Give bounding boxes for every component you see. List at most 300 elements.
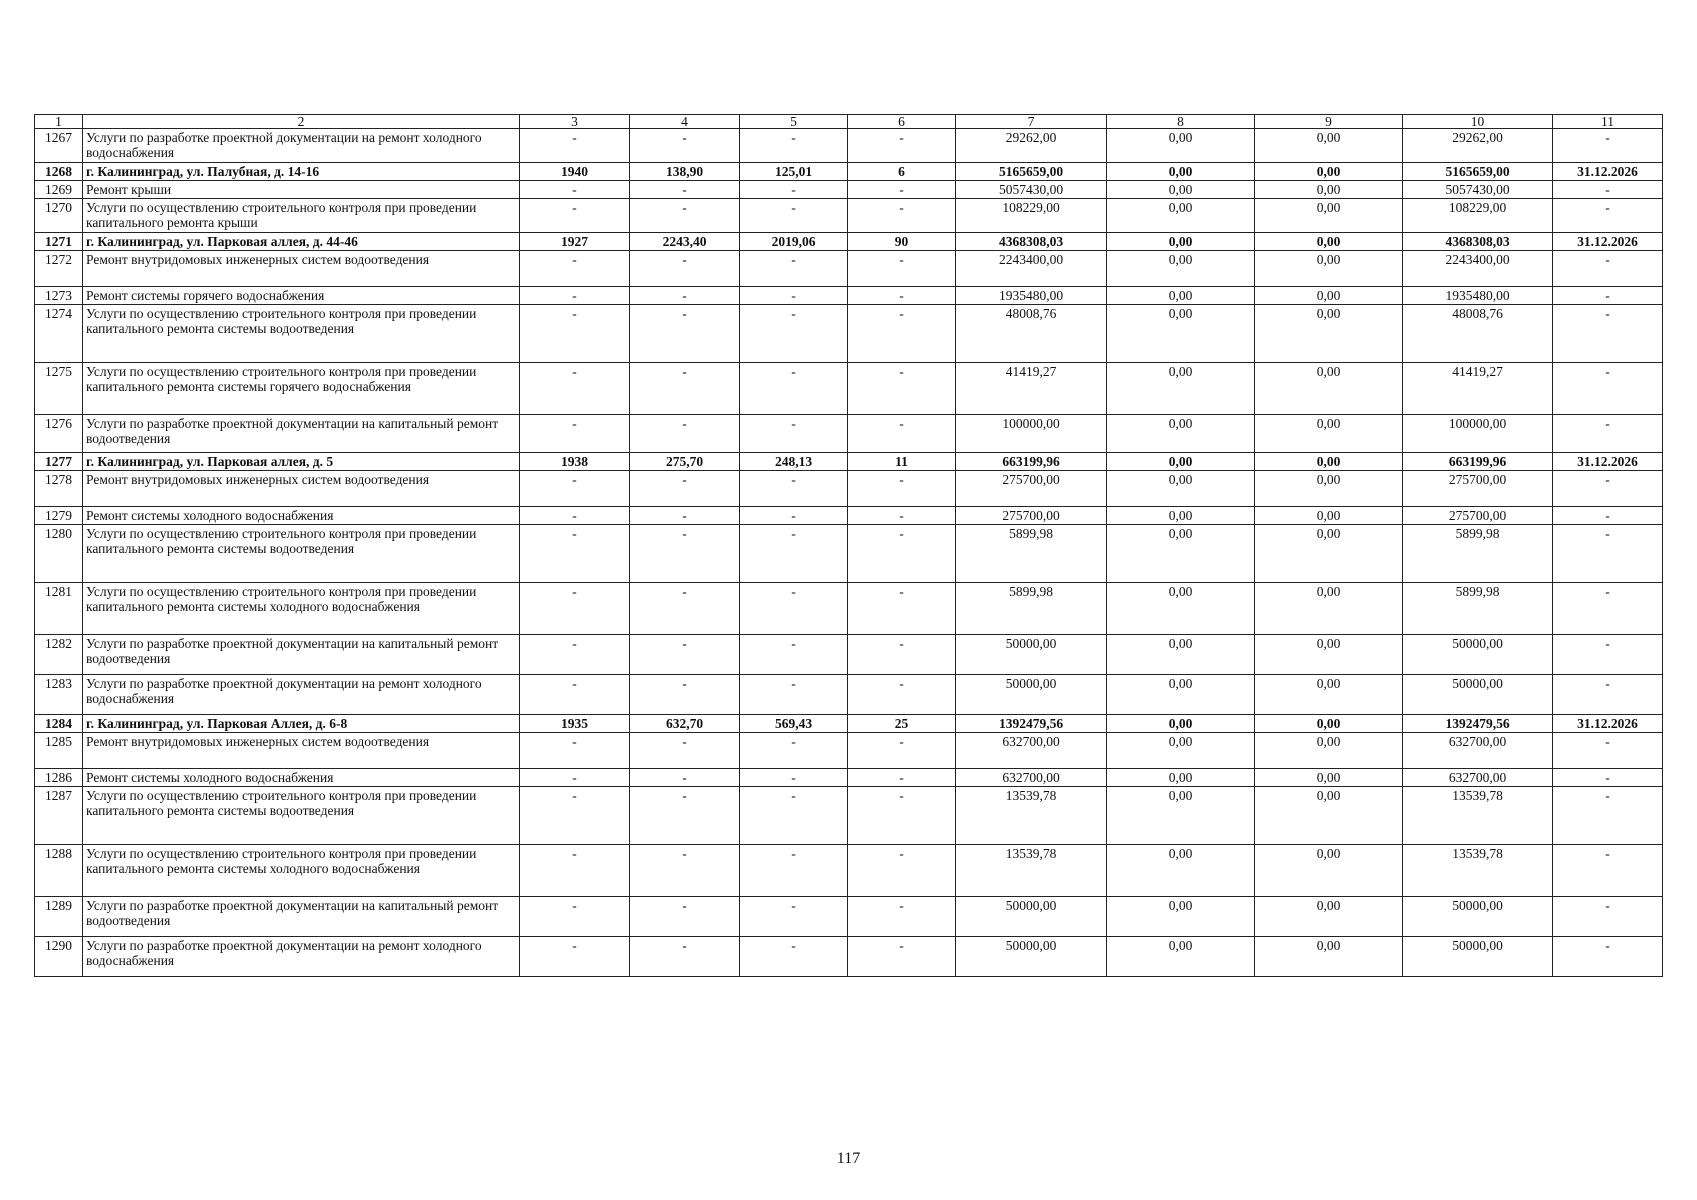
other-funds-cell: 0,00 xyxy=(1255,453,1403,471)
total-area-cell: - xyxy=(630,635,740,675)
total-cost-cell: 663199,96 xyxy=(956,453,1107,471)
register-table-container xyxy=(34,114,1662,977)
fund-resources-cell: 50000,00 xyxy=(1403,897,1553,937)
completion-date-cell: - xyxy=(1553,937,1663,977)
regional-funds-cell: 0,00 xyxy=(1107,897,1255,937)
regional-funds-cell: 0,00 xyxy=(1107,471,1255,507)
total-area-cell: - xyxy=(630,251,740,287)
total-cost-cell: 13539,78 xyxy=(956,787,1107,845)
living-area-cell: - xyxy=(740,305,848,363)
living-area-cell: - xyxy=(740,769,848,787)
completion-date-cell: - xyxy=(1553,199,1663,233)
living-area-cell: - xyxy=(740,471,848,507)
total-cost-cell: 5899,98 xyxy=(956,583,1107,635)
residents-count-cell: - xyxy=(848,897,956,937)
living-area-cell: - xyxy=(740,363,848,415)
column-number: 4 xyxy=(630,115,740,129)
total-area-cell: - xyxy=(630,769,740,787)
living-area-cell: 2019,06 xyxy=(740,233,848,251)
completion-date-cell: 31.12.2026 xyxy=(1553,453,1663,471)
row-number-cell: 1279 xyxy=(35,507,83,525)
address-row xyxy=(35,715,1663,733)
table-row xyxy=(35,507,1663,525)
work-description-cell: Услуги по осуществлению строительного контроля при проведении капитального ремонта крыши xyxy=(83,199,520,233)
regional-funds-cell: 0,00 xyxy=(1107,163,1255,181)
total-area-cell: - xyxy=(630,363,740,415)
total-cost-cell: 5165659,00 xyxy=(956,163,1107,181)
living-area-cell: - xyxy=(740,525,848,583)
total-cost-cell: 108229,00 xyxy=(956,199,1107,233)
residents-count-cell: - xyxy=(848,937,956,977)
regional-funds-cell: 0,00 xyxy=(1107,733,1255,769)
table-row xyxy=(35,181,1663,199)
residents-count-cell: - xyxy=(848,583,956,635)
living-area-cell: - xyxy=(740,583,848,635)
year-built-cell: - xyxy=(520,733,630,769)
fund-resources-cell: 1392479,56 xyxy=(1403,715,1553,733)
total-area-cell: - xyxy=(630,287,740,305)
residents-count-cell: - xyxy=(848,733,956,769)
year-built-cell: - xyxy=(520,845,630,897)
regional-funds-cell: 0,00 xyxy=(1107,453,1255,471)
completion-date-cell: - xyxy=(1553,471,1663,507)
row-number-cell: 1278 xyxy=(35,471,83,507)
regional-funds-cell: 0,00 xyxy=(1107,287,1255,305)
fund-resources-cell: 5899,98 xyxy=(1403,583,1553,635)
address-row xyxy=(35,163,1663,181)
work-description-cell: Услуги по осуществлению строительного контроля при проведении капитального ремонта системы холодного водоснабжения xyxy=(83,583,520,635)
other-funds-cell: 0,00 xyxy=(1255,733,1403,769)
total-area-cell: 275,70 xyxy=(630,453,740,471)
work-description-cell: Ремонт внутридомовых инженерных систем водоотведения xyxy=(83,733,520,769)
living-area-cell: - xyxy=(740,199,848,233)
work-description-cell: Услуги по разработке проектной документации на ремонт холодного водоснабжения xyxy=(83,129,520,163)
residents-count-cell: 90 xyxy=(848,233,956,251)
total-area-cell: - xyxy=(630,845,740,897)
row-number-cell: 1289 xyxy=(35,897,83,937)
residents-count-cell: - xyxy=(848,251,956,287)
table-row xyxy=(35,251,1663,287)
row-number-cell: 1280 xyxy=(35,525,83,583)
completion-date-cell: - xyxy=(1553,897,1663,937)
completion-date-cell: - xyxy=(1553,769,1663,787)
year-built-cell: - xyxy=(520,251,630,287)
completion-date-cell: - xyxy=(1553,363,1663,415)
row-number-cell: 1286 xyxy=(35,769,83,787)
fund-resources-cell: 41419,27 xyxy=(1403,363,1553,415)
total-area-cell: 138,90 xyxy=(630,163,740,181)
column-number: 5 xyxy=(740,115,848,129)
year-built-cell: - xyxy=(520,787,630,845)
total-cost-cell: 1392479,56 xyxy=(956,715,1107,733)
total-cost-cell: 50000,00 xyxy=(956,675,1107,715)
year-built-cell: - xyxy=(520,287,630,305)
table-row xyxy=(35,199,1663,233)
table-row xyxy=(35,415,1663,453)
fund-resources-cell: 100000,00 xyxy=(1403,415,1553,453)
year-built-cell: - xyxy=(520,507,630,525)
fund-resources-cell: 2243400,00 xyxy=(1403,251,1553,287)
total-area-cell: - xyxy=(630,937,740,977)
regional-funds-cell: 0,00 xyxy=(1107,251,1255,287)
column-number: 8 xyxy=(1107,115,1255,129)
table-row xyxy=(35,287,1663,305)
regional-funds-cell: 0,00 xyxy=(1107,233,1255,251)
fund-resources-cell: 108229,00 xyxy=(1403,199,1553,233)
other-funds-cell: 0,00 xyxy=(1255,129,1403,163)
work-description-cell: Ремонт крыши xyxy=(83,181,520,199)
residents-count-cell: - xyxy=(848,181,956,199)
living-area-cell: 248,13 xyxy=(740,453,848,471)
living-area-cell: - xyxy=(740,675,848,715)
living-area-cell: - xyxy=(740,787,848,845)
other-funds-cell: 0,00 xyxy=(1255,525,1403,583)
regional-funds-cell: 0,00 xyxy=(1107,129,1255,163)
completion-date-cell: - xyxy=(1553,787,1663,845)
row-number-cell: 1273 xyxy=(35,287,83,305)
regional-funds-cell: 0,00 xyxy=(1107,937,1255,977)
living-area-cell: 125,01 xyxy=(740,163,848,181)
work-description-cell: Услуги по разработке проектной документации на капитальный ремонт водоотведения xyxy=(83,415,520,453)
regional-funds-cell: 0,00 xyxy=(1107,583,1255,635)
total-cost-cell: 5057430,00 xyxy=(956,181,1107,199)
year-built-cell: - xyxy=(520,363,630,415)
row-number-cell: 1284 xyxy=(35,715,83,733)
fund-resources-cell: 632700,00 xyxy=(1403,769,1553,787)
other-funds-cell: 0,00 xyxy=(1255,675,1403,715)
completion-date-cell: - xyxy=(1553,181,1663,199)
row-number-cell: 1274 xyxy=(35,305,83,363)
residents-count-cell: - xyxy=(848,129,956,163)
total-cost-cell: 50000,00 xyxy=(956,635,1107,675)
row-number-cell: 1270 xyxy=(35,199,83,233)
living-area-cell: - xyxy=(740,897,848,937)
regional-funds-cell: 0,00 xyxy=(1107,715,1255,733)
completion-date-cell: - xyxy=(1553,845,1663,897)
completion-date-cell: 31.12.2026 xyxy=(1553,715,1663,733)
total-cost-cell: 50000,00 xyxy=(956,897,1107,937)
regional-funds-cell: 0,00 xyxy=(1107,525,1255,583)
total-area-cell: - xyxy=(630,897,740,937)
total-area-cell: - xyxy=(630,305,740,363)
other-funds-cell: 0,00 xyxy=(1255,635,1403,675)
other-funds-cell: 0,00 xyxy=(1255,287,1403,305)
column-number: 3 xyxy=(520,115,630,129)
residents-count-cell: - xyxy=(848,769,956,787)
row-number-cell: 1276 xyxy=(35,415,83,453)
table-row xyxy=(35,733,1663,769)
column-number: 2 xyxy=(83,115,520,129)
residents-count-cell: - xyxy=(848,199,956,233)
year-built-cell: - xyxy=(520,897,630,937)
total-cost-cell: 100000,00 xyxy=(956,415,1107,453)
address-row xyxy=(35,233,1663,251)
living-area-cell: - xyxy=(740,287,848,305)
regional-funds-cell: 0,00 xyxy=(1107,363,1255,415)
other-funds-cell: 0,00 xyxy=(1255,363,1403,415)
work-description-cell: Ремонт системы холодного водоснабжения xyxy=(83,507,520,525)
work-description-cell: Услуги по осуществлению строительного контроля при проведении капитального ремонта системы горячего водоснабжения xyxy=(83,363,520,415)
total-area-cell: - xyxy=(630,525,740,583)
regional-funds-cell: 0,00 xyxy=(1107,181,1255,199)
row-number-cell: 1290 xyxy=(35,937,83,977)
living-area-cell: - xyxy=(740,937,848,977)
row-number-cell: 1283 xyxy=(35,675,83,715)
year-built-cell: 1940 xyxy=(520,163,630,181)
total-area-cell: - xyxy=(630,507,740,525)
regional-funds-cell: 0,00 xyxy=(1107,415,1255,453)
fund-resources-cell: 13539,78 xyxy=(1403,845,1553,897)
table-row xyxy=(35,129,1663,163)
regional-funds-cell: 0,00 xyxy=(1107,769,1255,787)
year-built-cell: 1938 xyxy=(520,453,630,471)
total-cost-cell: 275700,00 xyxy=(956,471,1107,507)
regional-funds-cell: 0,00 xyxy=(1107,305,1255,363)
year-built-cell: - xyxy=(520,675,630,715)
total-cost-cell: 4368308,03 xyxy=(956,233,1107,251)
total-area-cell: 2243,40 xyxy=(630,233,740,251)
table-row xyxy=(35,937,1663,977)
other-funds-cell: 0,00 xyxy=(1255,937,1403,977)
other-funds-cell: 0,00 xyxy=(1255,181,1403,199)
total-area-cell: - xyxy=(630,415,740,453)
year-built-cell: - xyxy=(520,471,630,507)
completion-date-cell: - xyxy=(1553,635,1663,675)
table-row xyxy=(35,305,1663,363)
living-area-cell: 569,43 xyxy=(740,715,848,733)
fund-resources-cell: 5057430,00 xyxy=(1403,181,1553,199)
fund-resources-cell: 50000,00 xyxy=(1403,937,1553,977)
work-description-cell: Услуги по разработке проектной документации на ремонт холодного водоснабжения xyxy=(83,675,520,715)
column-number: 6 xyxy=(848,115,956,129)
residents-count-cell: - xyxy=(848,787,956,845)
regional-funds-cell: 0,00 xyxy=(1107,199,1255,233)
year-built-cell: - xyxy=(520,129,630,163)
work-description-cell: Ремонт внутридомовых инженерных систем водоотведения xyxy=(83,471,520,507)
year-built-cell: - xyxy=(520,305,630,363)
residents-count-cell: - xyxy=(848,675,956,715)
table-row xyxy=(35,897,1663,937)
year-built-cell: - xyxy=(520,525,630,583)
residents-count-cell: - xyxy=(848,305,956,363)
total-cost-cell: 48008,76 xyxy=(956,305,1107,363)
work-description-cell: Услуги по осуществлению строительного контроля при проведении капитального ремонта системы водоотведения xyxy=(83,305,520,363)
row-number-cell: 1287 xyxy=(35,787,83,845)
residents-count-cell: - xyxy=(848,845,956,897)
column-number: 10 xyxy=(1403,115,1553,129)
other-funds-cell: 0,00 xyxy=(1255,507,1403,525)
total-area-cell: - xyxy=(630,583,740,635)
table-row xyxy=(35,363,1663,415)
year-built-cell: - xyxy=(520,199,630,233)
fund-resources-cell: 48008,76 xyxy=(1403,305,1553,363)
completion-date-cell: - xyxy=(1553,251,1663,287)
work-description-cell: г. Калининград, ул. Парковая Аллея, д. 6-8 xyxy=(83,715,520,733)
total-area-cell: - xyxy=(630,471,740,507)
total-cost-cell: 5899,98 xyxy=(956,525,1107,583)
row-number-cell: 1269 xyxy=(35,181,83,199)
total-cost-cell: 1935480,00 xyxy=(956,287,1107,305)
address-row xyxy=(35,453,1663,471)
year-built-cell: - xyxy=(520,415,630,453)
residents-count-cell: 11 xyxy=(848,453,956,471)
work-description-cell: Услуги по осуществлению строительного контроля при проведении капитального ремонта системы холодного водоснабжения xyxy=(83,845,520,897)
year-built-cell: 1927 xyxy=(520,233,630,251)
total-area-cell: - xyxy=(630,733,740,769)
other-funds-cell: 0,00 xyxy=(1255,305,1403,363)
work-description-cell: Ремонт системы холодного водоснабжения xyxy=(83,769,520,787)
residents-count-cell: - xyxy=(848,507,956,525)
regional-funds-cell: 0,00 xyxy=(1107,635,1255,675)
table-row xyxy=(35,769,1663,787)
other-funds-cell: 0,00 xyxy=(1255,415,1403,453)
register-table xyxy=(34,114,1663,977)
page-number: 117 xyxy=(836,1150,861,1167)
fund-resources-cell: 29262,00 xyxy=(1403,129,1553,163)
fund-resources-cell: 50000,00 xyxy=(1403,675,1553,715)
table-row xyxy=(35,787,1663,845)
work-description-cell: г. Калининград, ул. Парковая аллея, д. 5 xyxy=(83,453,520,471)
table-row xyxy=(35,471,1663,507)
completion-date-cell: - xyxy=(1553,733,1663,769)
row-number-cell: 1267 xyxy=(35,129,83,163)
table-row xyxy=(35,845,1663,897)
total-cost-cell: 275700,00 xyxy=(956,507,1107,525)
other-funds-cell: 0,00 xyxy=(1255,199,1403,233)
work-description-cell: Услуги по разработке проектной документации на ремонт холодного водоснабжения xyxy=(83,937,520,977)
regional-funds-cell: 0,00 xyxy=(1107,787,1255,845)
table-body xyxy=(35,129,1663,977)
total-area-cell: - xyxy=(630,199,740,233)
row-number-cell: 1277 xyxy=(35,453,83,471)
row-number-cell: 1282 xyxy=(35,635,83,675)
residents-count-cell: - xyxy=(848,363,956,415)
work-description-cell: Услуги по разработке проектной документации на капитальный ремонт водоотведения xyxy=(83,897,520,937)
fund-resources-cell: 275700,00 xyxy=(1403,507,1553,525)
other-funds-cell: 0,00 xyxy=(1255,769,1403,787)
fund-resources-cell: 663199,96 xyxy=(1403,453,1553,471)
completion-date-cell: - xyxy=(1553,287,1663,305)
other-funds-cell: 0,00 xyxy=(1255,163,1403,181)
residents-count-cell: - xyxy=(848,287,956,305)
total-cost-cell: 41419,27 xyxy=(956,363,1107,415)
year-built-cell: - xyxy=(520,937,630,977)
living-area-cell: - xyxy=(740,635,848,675)
year-built-cell: - xyxy=(520,181,630,199)
year-built-cell: 1935 xyxy=(520,715,630,733)
work-description-cell: Ремонт внутридомовых инженерных систем водоотведения xyxy=(83,251,520,287)
living-area-cell: - xyxy=(740,507,848,525)
other-funds-cell: 0,00 xyxy=(1255,471,1403,507)
fund-resources-cell: 5165659,00 xyxy=(1403,163,1553,181)
living-area-cell: - xyxy=(740,845,848,897)
fund-resources-cell: 50000,00 xyxy=(1403,635,1553,675)
table-row xyxy=(35,635,1663,675)
fund-resources-cell: 1935480,00 xyxy=(1403,287,1553,305)
total-area-cell: - xyxy=(630,181,740,199)
total-cost-cell: 13539,78 xyxy=(956,845,1107,897)
completion-date-cell: 31.12.2026 xyxy=(1553,233,1663,251)
work-description-cell: г. Калининград, ул. Палубная, д. 14-16 xyxy=(83,163,520,181)
living-area-cell: - xyxy=(740,251,848,287)
work-description-cell: Услуги по разработке проектной документации на капитальный ремонт водоотведения xyxy=(83,635,520,675)
total-cost-cell: 2243400,00 xyxy=(956,251,1107,287)
fund-resources-cell: 13539,78 xyxy=(1403,787,1553,845)
year-built-cell: - xyxy=(520,769,630,787)
total-area-cell: 632,70 xyxy=(630,715,740,733)
row-number-cell: 1275 xyxy=(35,363,83,415)
work-description-cell: Ремонт системы горячего водоснабжения xyxy=(83,287,520,305)
completion-date-cell: - xyxy=(1553,583,1663,635)
other-funds-cell: 0,00 xyxy=(1255,787,1403,845)
work-description-cell: г. Калининград, ул. Парковая аллея, д. 44-46 xyxy=(83,233,520,251)
year-built-cell: - xyxy=(520,583,630,635)
row-number-cell: 1285 xyxy=(35,733,83,769)
other-funds-cell: 0,00 xyxy=(1255,715,1403,733)
living-area-cell: - xyxy=(740,129,848,163)
total-area-cell: - xyxy=(630,675,740,715)
work-description-cell: Услуги по осуществлению строительного контроля при проведении капитального ремонта системы водоотведения xyxy=(83,525,520,583)
living-area-cell: - xyxy=(740,181,848,199)
table-row xyxy=(35,583,1663,635)
completion-date-cell: 31.12.2026 xyxy=(1553,163,1663,181)
column-number: 7 xyxy=(956,115,1107,129)
total-cost-cell: 50000,00 xyxy=(956,937,1107,977)
regional-funds-cell: 0,00 xyxy=(1107,845,1255,897)
completion-date-cell: - xyxy=(1553,305,1663,363)
table-row xyxy=(35,675,1663,715)
table-row xyxy=(35,525,1663,583)
year-built-cell: - xyxy=(520,635,630,675)
total-cost-cell: 29262,00 xyxy=(956,129,1107,163)
row-number-cell: 1268 xyxy=(35,163,83,181)
completion-date-cell: - xyxy=(1553,415,1663,453)
living-area-cell: - xyxy=(740,733,848,769)
fund-resources-cell: 4368308,03 xyxy=(1403,233,1553,251)
total-area-cell: - xyxy=(630,129,740,163)
completion-date-cell: - xyxy=(1553,507,1663,525)
residents-count-cell: - xyxy=(848,525,956,583)
total-cost-cell: 632700,00 xyxy=(956,733,1107,769)
residents-count-cell: - xyxy=(848,415,956,453)
completion-date-cell: - xyxy=(1553,525,1663,583)
residents-count-cell: 6 xyxy=(848,163,956,181)
total-area-cell: - xyxy=(630,787,740,845)
completion-date-cell: - xyxy=(1553,129,1663,163)
row-number-cell: 1288 xyxy=(35,845,83,897)
column-number: 11 xyxy=(1553,115,1663,129)
total-cost-cell: 632700,00 xyxy=(956,769,1107,787)
other-funds-cell: 0,00 xyxy=(1255,251,1403,287)
living-area-cell: - xyxy=(740,415,848,453)
row-number-cell: 1281 xyxy=(35,583,83,635)
column-number: 9 xyxy=(1255,115,1403,129)
regional-funds-cell: 0,00 xyxy=(1107,507,1255,525)
other-funds-cell: 0,00 xyxy=(1255,845,1403,897)
fund-resources-cell: 275700,00 xyxy=(1403,471,1553,507)
residents-count-cell: 25 xyxy=(848,715,956,733)
fund-resources-cell: 5899,98 xyxy=(1403,525,1553,583)
residents-count-cell: - xyxy=(848,635,956,675)
work-description-cell: Услуги по осуществлению строительного контроля при проведении капитального ремонта системы водоотведения xyxy=(83,787,520,845)
row-number-cell: 1271 xyxy=(35,233,83,251)
fund-resources-cell: 632700,00 xyxy=(1403,733,1553,769)
other-funds-cell: 0,00 xyxy=(1255,233,1403,251)
completion-date-cell: - xyxy=(1553,675,1663,715)
regional-funds-cell: 0,00 xyxy=(1107,675,1255,715)
other-funds-cell: 0,00 xyxy=(1255,583,1403,635)
row-number-cell: 1272 xyxy=(35,251,83,287)
